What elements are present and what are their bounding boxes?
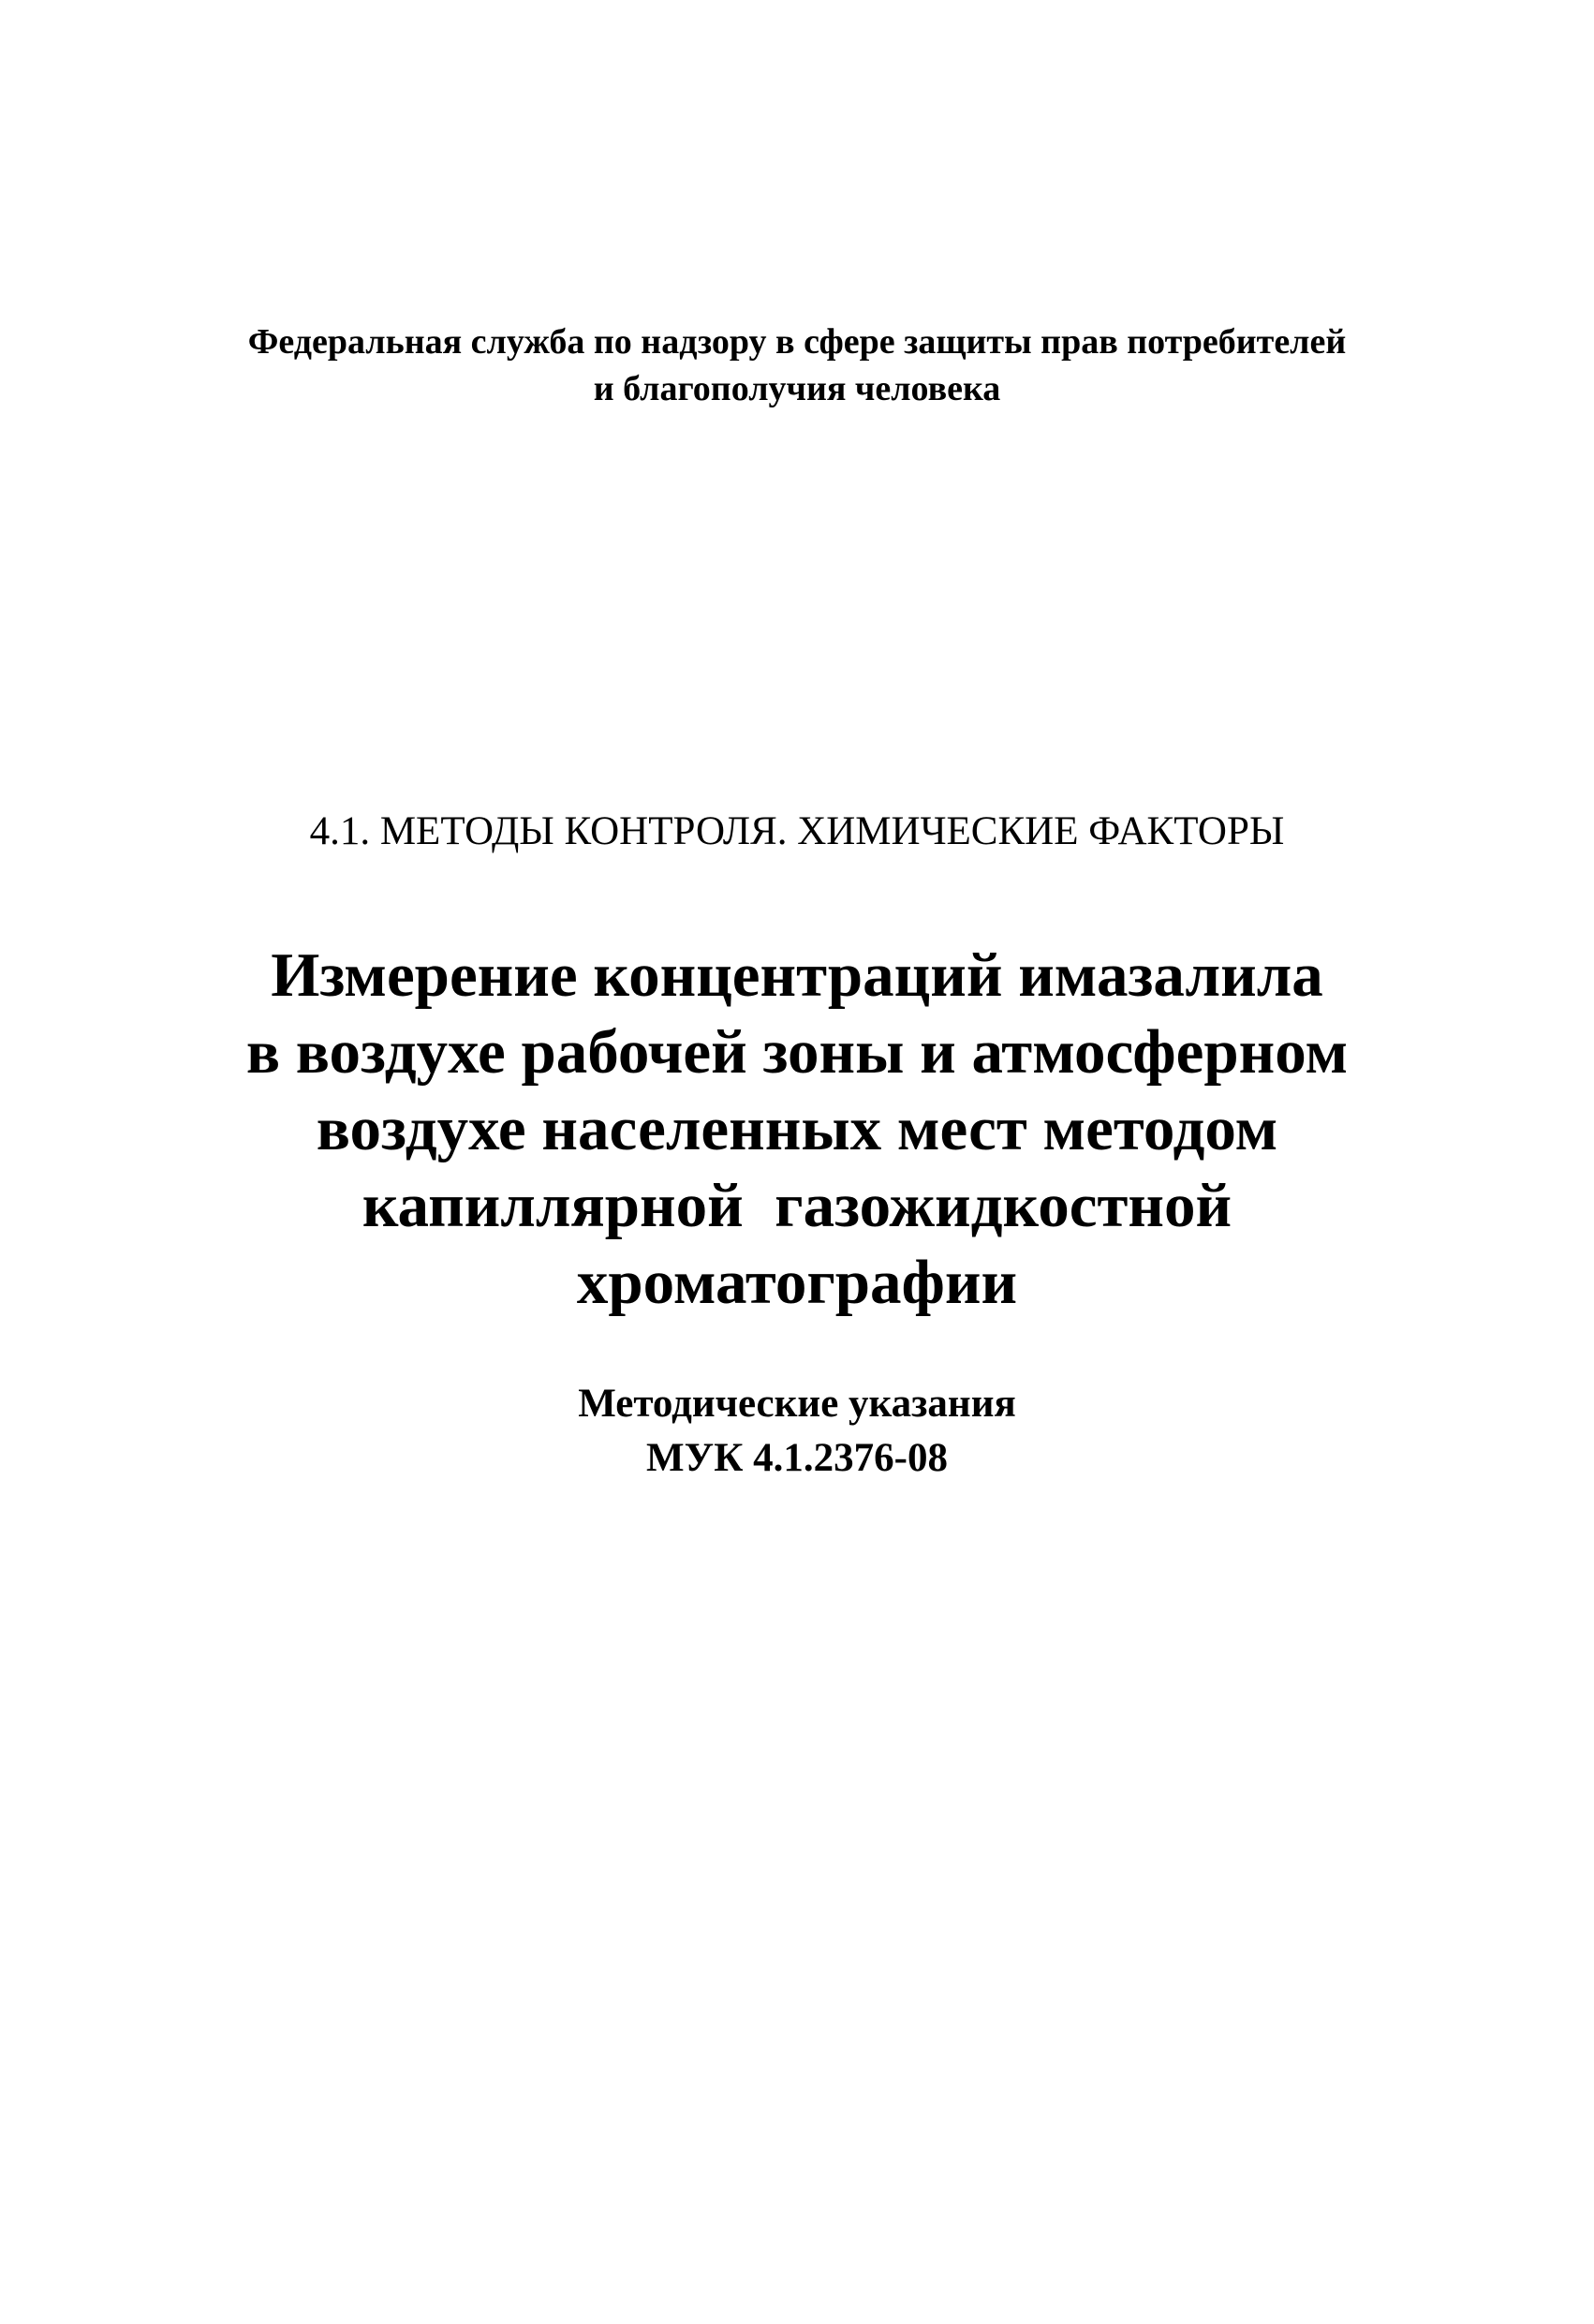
title-line-3: воздухе населенных мест методом (316, 1094, 1278, 1163)
agency-header (0, 318, 1594, 412)
section-heading-text: 4.1. МЕТОДЫ КОНТРОЛЯ. ХИМИЧЕСКИЕ ФАКТОРЫ (309, 809, 1285, 853)
title-line-1: Измерение концентраций имазалила (271, 940, 1323, 1010)
document-type (0, 1377, 1594, 1486)
agency-line-2: и благополучия человека (593, 369, 1001, 408)
document-title (0, 937, 1594, 1321)
title-line-2: в воздухе рабочей зоны и атмосферном (245, 1017, 1349, 1087)
title-line-5: хроматографии (576, 1248, 1018, 1317)
agency-line-1: Федеральная служба по надзору в сфере защиты прав потребителей (247, 322, 1347, 362)
document-code: МУК 4.1.2376-08 (646, 1436, 948, 1480)
document-type-label: Методические указания (578, 1382, 1016, 1426)
title-line-4: капиллярной газожидкостной (362, 1171, 1232, 1240)
section-heading (0, 806, 1594, 858)
